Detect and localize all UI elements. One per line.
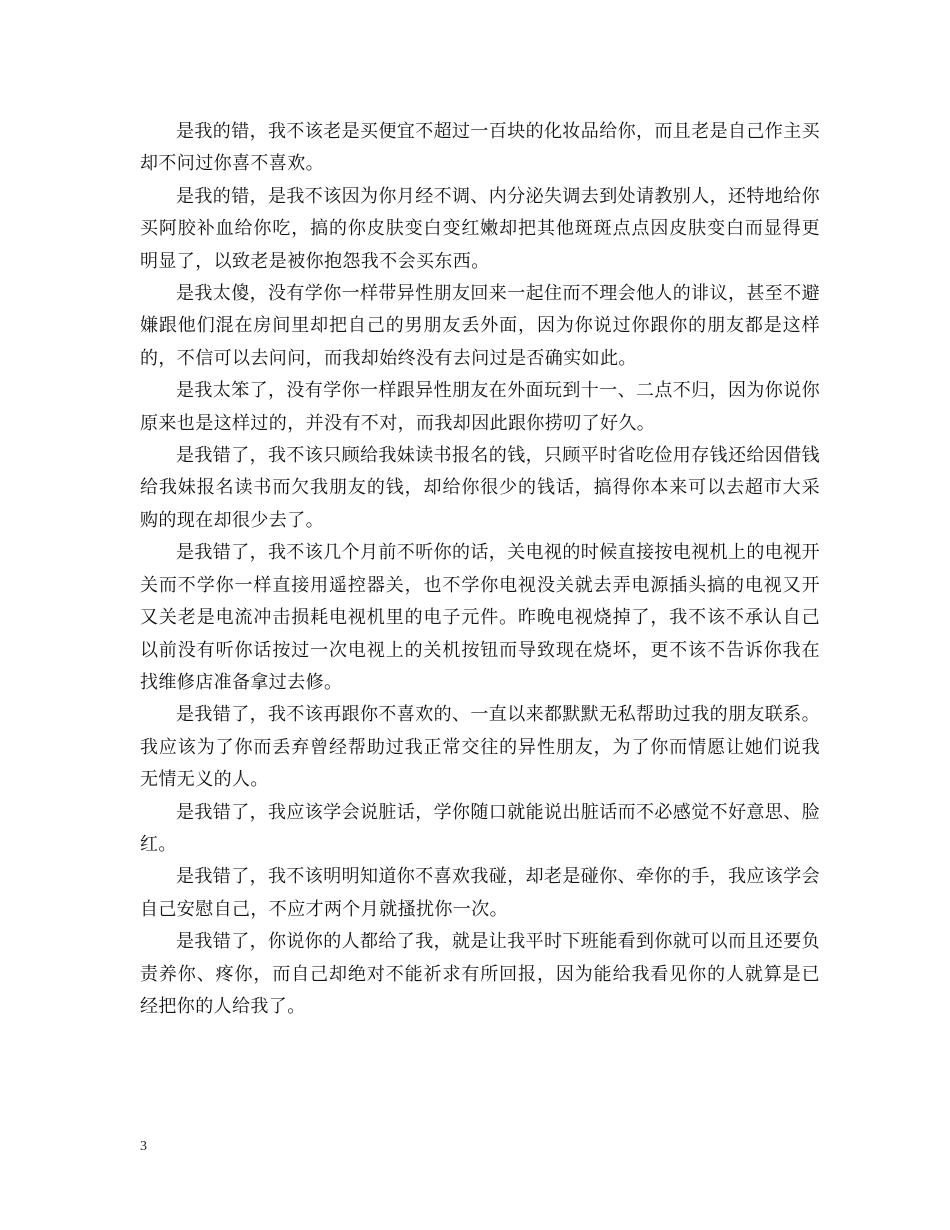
paragraph-7: 是我错了，我不该再跟你不喜欢的、一直以来都默默无私帮助过我的朋友联系。我应该为了你而丢弃曾经帮助过我正常交往的异性朋友，为了你而情愿让她们说我无情无义的人。 (140, 704, 820, 791)
paragraph-10: 是我错了，你说你的人都给了我，就是让我平时下班能看到你就可以而且还要负责养你、疼你，而自己却绝对不能祈求有所回报，因为能给我看见你的人就算是已经把你的人给我了。 (140, 931, 820, 1017)
paragraph-8: 是我错了，我应该学会说脏话，学你随口就能说出脏话而不必感觉不好意思、脸红。 (140, 801, 820, 855)
page-number: 3 (140, 1139, 147, 1154)
paragraph-3: 是我太傻，没有学你一样带异性朋友回来一起住而不理会他人的诽议，甚至不避嫌跟他们混在房间里却把自己的男朋友丢外面，因为你说过你跟你的朋友都是这样的，不信可以去问问，而我却始终没有去问过是否确实如此。 (140, 283, 820, 369)
paragraph-5: 是我错了，我不该只顾给我妹读书报名的钱，只顾平时省吃俭用存钱还给因借钱给我妹报名读书而欠我朋友的钱，却给你很少的钱话，搞得你本来可以去超市大采购的现在却很少去了。 (140, 445, 820, 531)
paragraph-2: 是我的错，是我不该因为你月经不调、内分泌失调去到处请教别人，还特地给你买阿胶补血给你吃，搞的你皮肤变白变红嫩却把其他斑斑点点因皮肤变白而显得更明显了，以致老是被你抱怨我不会买东西。 (140, 185, 820, 272)
paragraph-1: 是我的错，我不该老是买便宜不超过一百块的化妆品给你，而且老是自己作主买却不问过你喜不喜欢。 (140, 121, 820, 175)
document-body (140, 116, 820, 1023)
paragraph-9: 是我错了，我不该明明知道你不喜欢我碰，却老是碰你、牵你的手，我应该学会自己安慰自己，不应才两个月就搔扰你一次。 (140, 866, 820, 920)
paragraph-4: 是我太笨了，没有学你一样跟异性朋友在外面玩到十一、二点不归，因为你说你原来也是这样过的，并没有不对，而我却因此跟你捞叨了好久。 (140, 380, 820, 434)
paragraph-6: 是我错了，我不该几个月前不听你的话，关电视的时候直接按电视机上的电视开关而不学你一样直接用遥控器关，也不学你电视没关就去弄电源插头搞的电视又开又关老是电流冲击损耗电视机里的电子元件。昨晚电视烧掉了，我不该不承认自己以前没有听你话按过一次电视上的关机按钮而导致现在烧坏，更不该不告诉你我在找维修店准备拿过去修。 (140, 542, 820, 693)
